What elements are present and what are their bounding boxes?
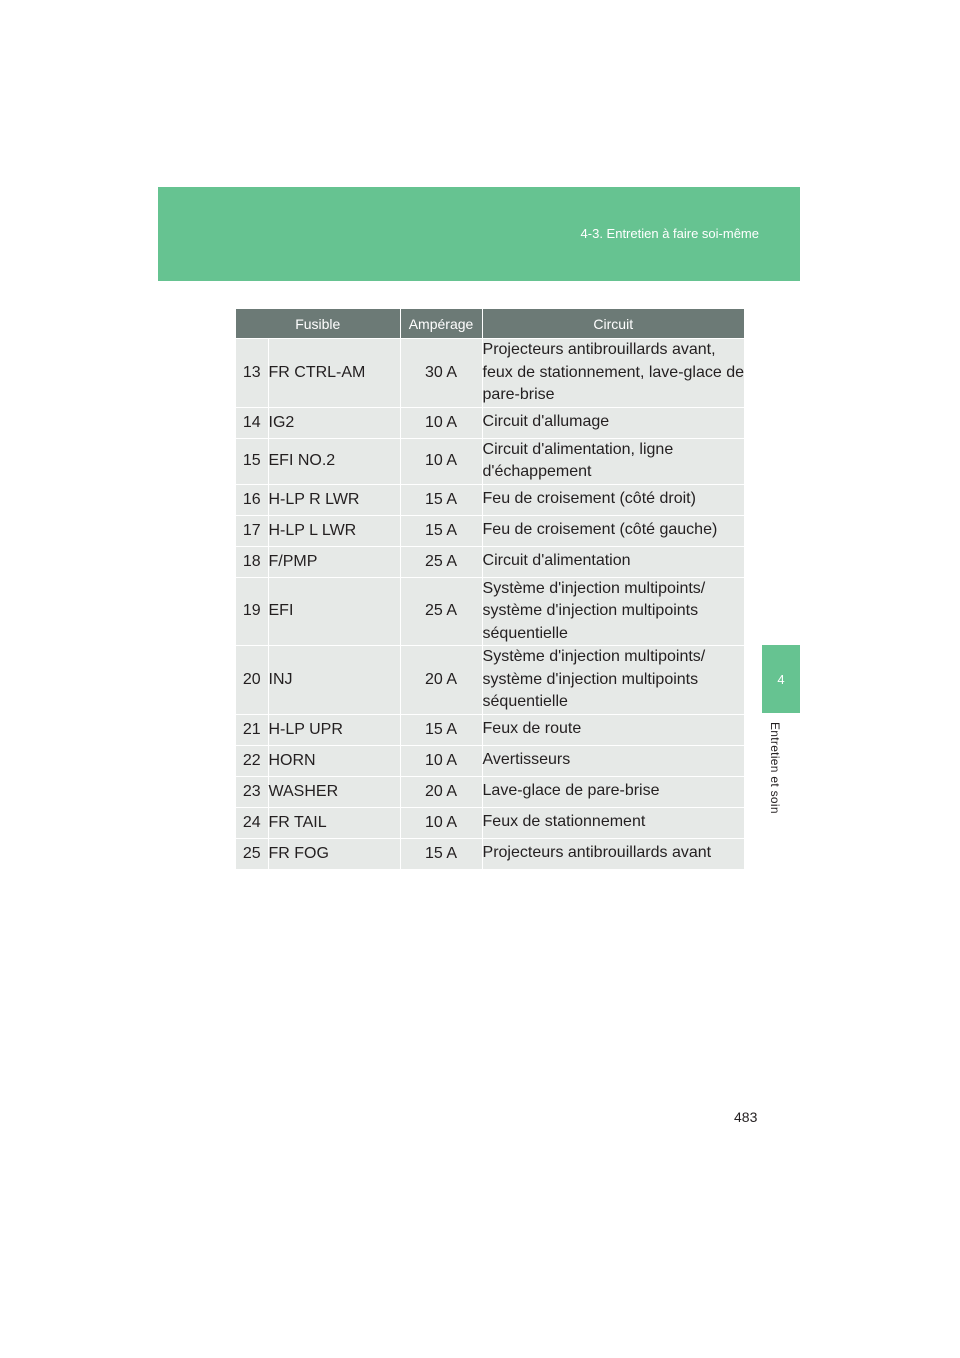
- fuse-number: 22: [236, 745, 268, 776]
- fuse-amperage: 15 A: [400, 484, 482, 515]
- fuse-amperage: 10 A: [400, 807, 482, 838]
- fuse-circuit: Système d'injection multipoints/ système d'injection multipoints séquentielle: [482, 646, 744, 715]
- fuse-amperage: 10 A: [400, 745, 482, 776]
- fuse-name: FR CTRL-AM: [268, 339, 400, 408]
- fuse-amperage: 20 A: [400, 646, 482, 715]
- fuse-name: IG2: [268, 407, 400, 438]
- fuse-circuit: Projecteurs antibrouillards avant, feux de stationnement, lave-glace de pare-brise: [482, 339, 744, 408]
- table-row: [236, 407, 744, 438]
- fuse-circuit: Circuit d'alimentation, ligne d'échappement: [482, 438, 744, 484]
- fuse-amperage: 30 A: [400, 339, 482, 408]
- chapter-tab: [762, 645, 800, 713]
- fuse-amperage: 15 A: [400, 515, 482, 546]
- fuse-number: 21: [236, 714, 268, 745]
- table-row: [236, 776, 744, 807]
- fuse-amperage: 15 A: [400, 714, 482, 745]
- fuse-table: [236, 309, 744, 869]
- column-header-fuse: Fusible: [236, 309, 400, 339]
- fuse-circuit: Projecteurs antibrouillards avant: [482, 838, 744, 869]
- fuse-amperage: 15 A: [400, 838, 482, 869]
- section-title: 4-3. Entretien à faire soi-même: [580, 226, 759, 241]
- fuse-circuit: Système d'injection multipoints/ système d'injection multipoints séquentielle: [482, 577, 744, 646]
- fuse-number: 13: [236, 339, 268, 408]
- table-row: [236, 807, 744, 838]
- chapter-label: Entretien et soin: [768, 722, 782, 814]
- column-header-circuit: Circuit: [482, 309, 744, 339]
- fuse-amperage: 20 A: [400, 776, 482, 807]
- fuse-name: EFI NO.2: [268, 438, 400, 484]
- table-row: [236, 515, 744, 546]
- table-row: [236, 339, 744, 408]
- fuse-amperage: 10 A: [400, 438, 482, 484]
- table-row: [236, 745, 744, 776]
- fuse-name: INJ: [268, 646, 400, 715]
- fuse-number: 25: [236, 838, 268, 869]
- fuse-amperage: 25 A: [400, 546, 482, 577]
- fuse-number: 16: [236, 484, 268, 515]
- table-row: [236, 577, 744, 646]
- page-number: 483: [734, 1109, 758, 1125]
- table-row: [236, 838, 744, 869]
- table-row: [236, 714, 744, 745]
- fuse-number: 17: [236, 515, 268, 546]
- fuse-name: F/PMP: [268, 546, 400, 577]
- fuse-name: H-LP UPR: [268, 714, 400, 745]
- fuse-circuit: Avertisseurs: [482, 745, 744, 776]
- fuse-number: 19: [236, 577, 268, 646]
- fuse-amperage: 25 A: [400, 577, 482, 646]
- fuse-circuit: Circuit d'alimentation: [482, 546, 744, 577]
- fuse-number: 15: [236, 438, 268, 484]
- chapter-number: 4: [777, 671, 785, 687]
- fuse-name: EFI: [268, 577, 400, 646]
- fuse-name: FR FOG: [268, 838, 400, 869]
- fuse-amperage: 10 A: [400, 407, 482, 438]
- section-header-band: [158, 187, 800, 281]
- fuse-circuit: Feux de stationnement: [482, 807, 744, 838]
- fuse-name: H-LP L LWR: [268, 515, 400, 546]
- fuse-name: WASHER: [268, 776, 400, 807]
- fuse-circuit: Circuit d'allumage: [482, 407, 744, 438]
- fuse-circuit: Feu de croisement (côté gauche): [482, 515, 744, 546]
- fuse-circuit: Feu de croisement (côté droit): [482, 484, 744, 515]
- table-header-row: [236, 309, 744, 339]
- fuse-number: 18: [236, 546, 268, 577]
- column-header-amperage: Ampérage: [400, 309, 482, 339]
- table-row: [236, 484, 744, 515]
- table-row: [236, 438, 744, 484]
- fuse-number: 23: [236, 776, 268, 807]
- table-row: [236, 646, 744, 715]
- fuse-name: HORN: [268, 745, 400, 776]
- fuse-name: FR TAIL: [268, 807, 400, 838]
- fuse-number: 20: [236, 646, 268, 715]
- fuse-circuit: Lave-glace de pare-brise: [482, 776, 744, 807]
- fuse-name: H-LP R LWR: [268, 484, 400, 515]
- fuse-number: 24: [236, 807, 268, 838]
- fuse-number: 14: [236, 407, 268, 438]
- fuse-circuit: Feux de route: [482, 714, 744, 745]
- table-row: [236, 546, 744, 577]
